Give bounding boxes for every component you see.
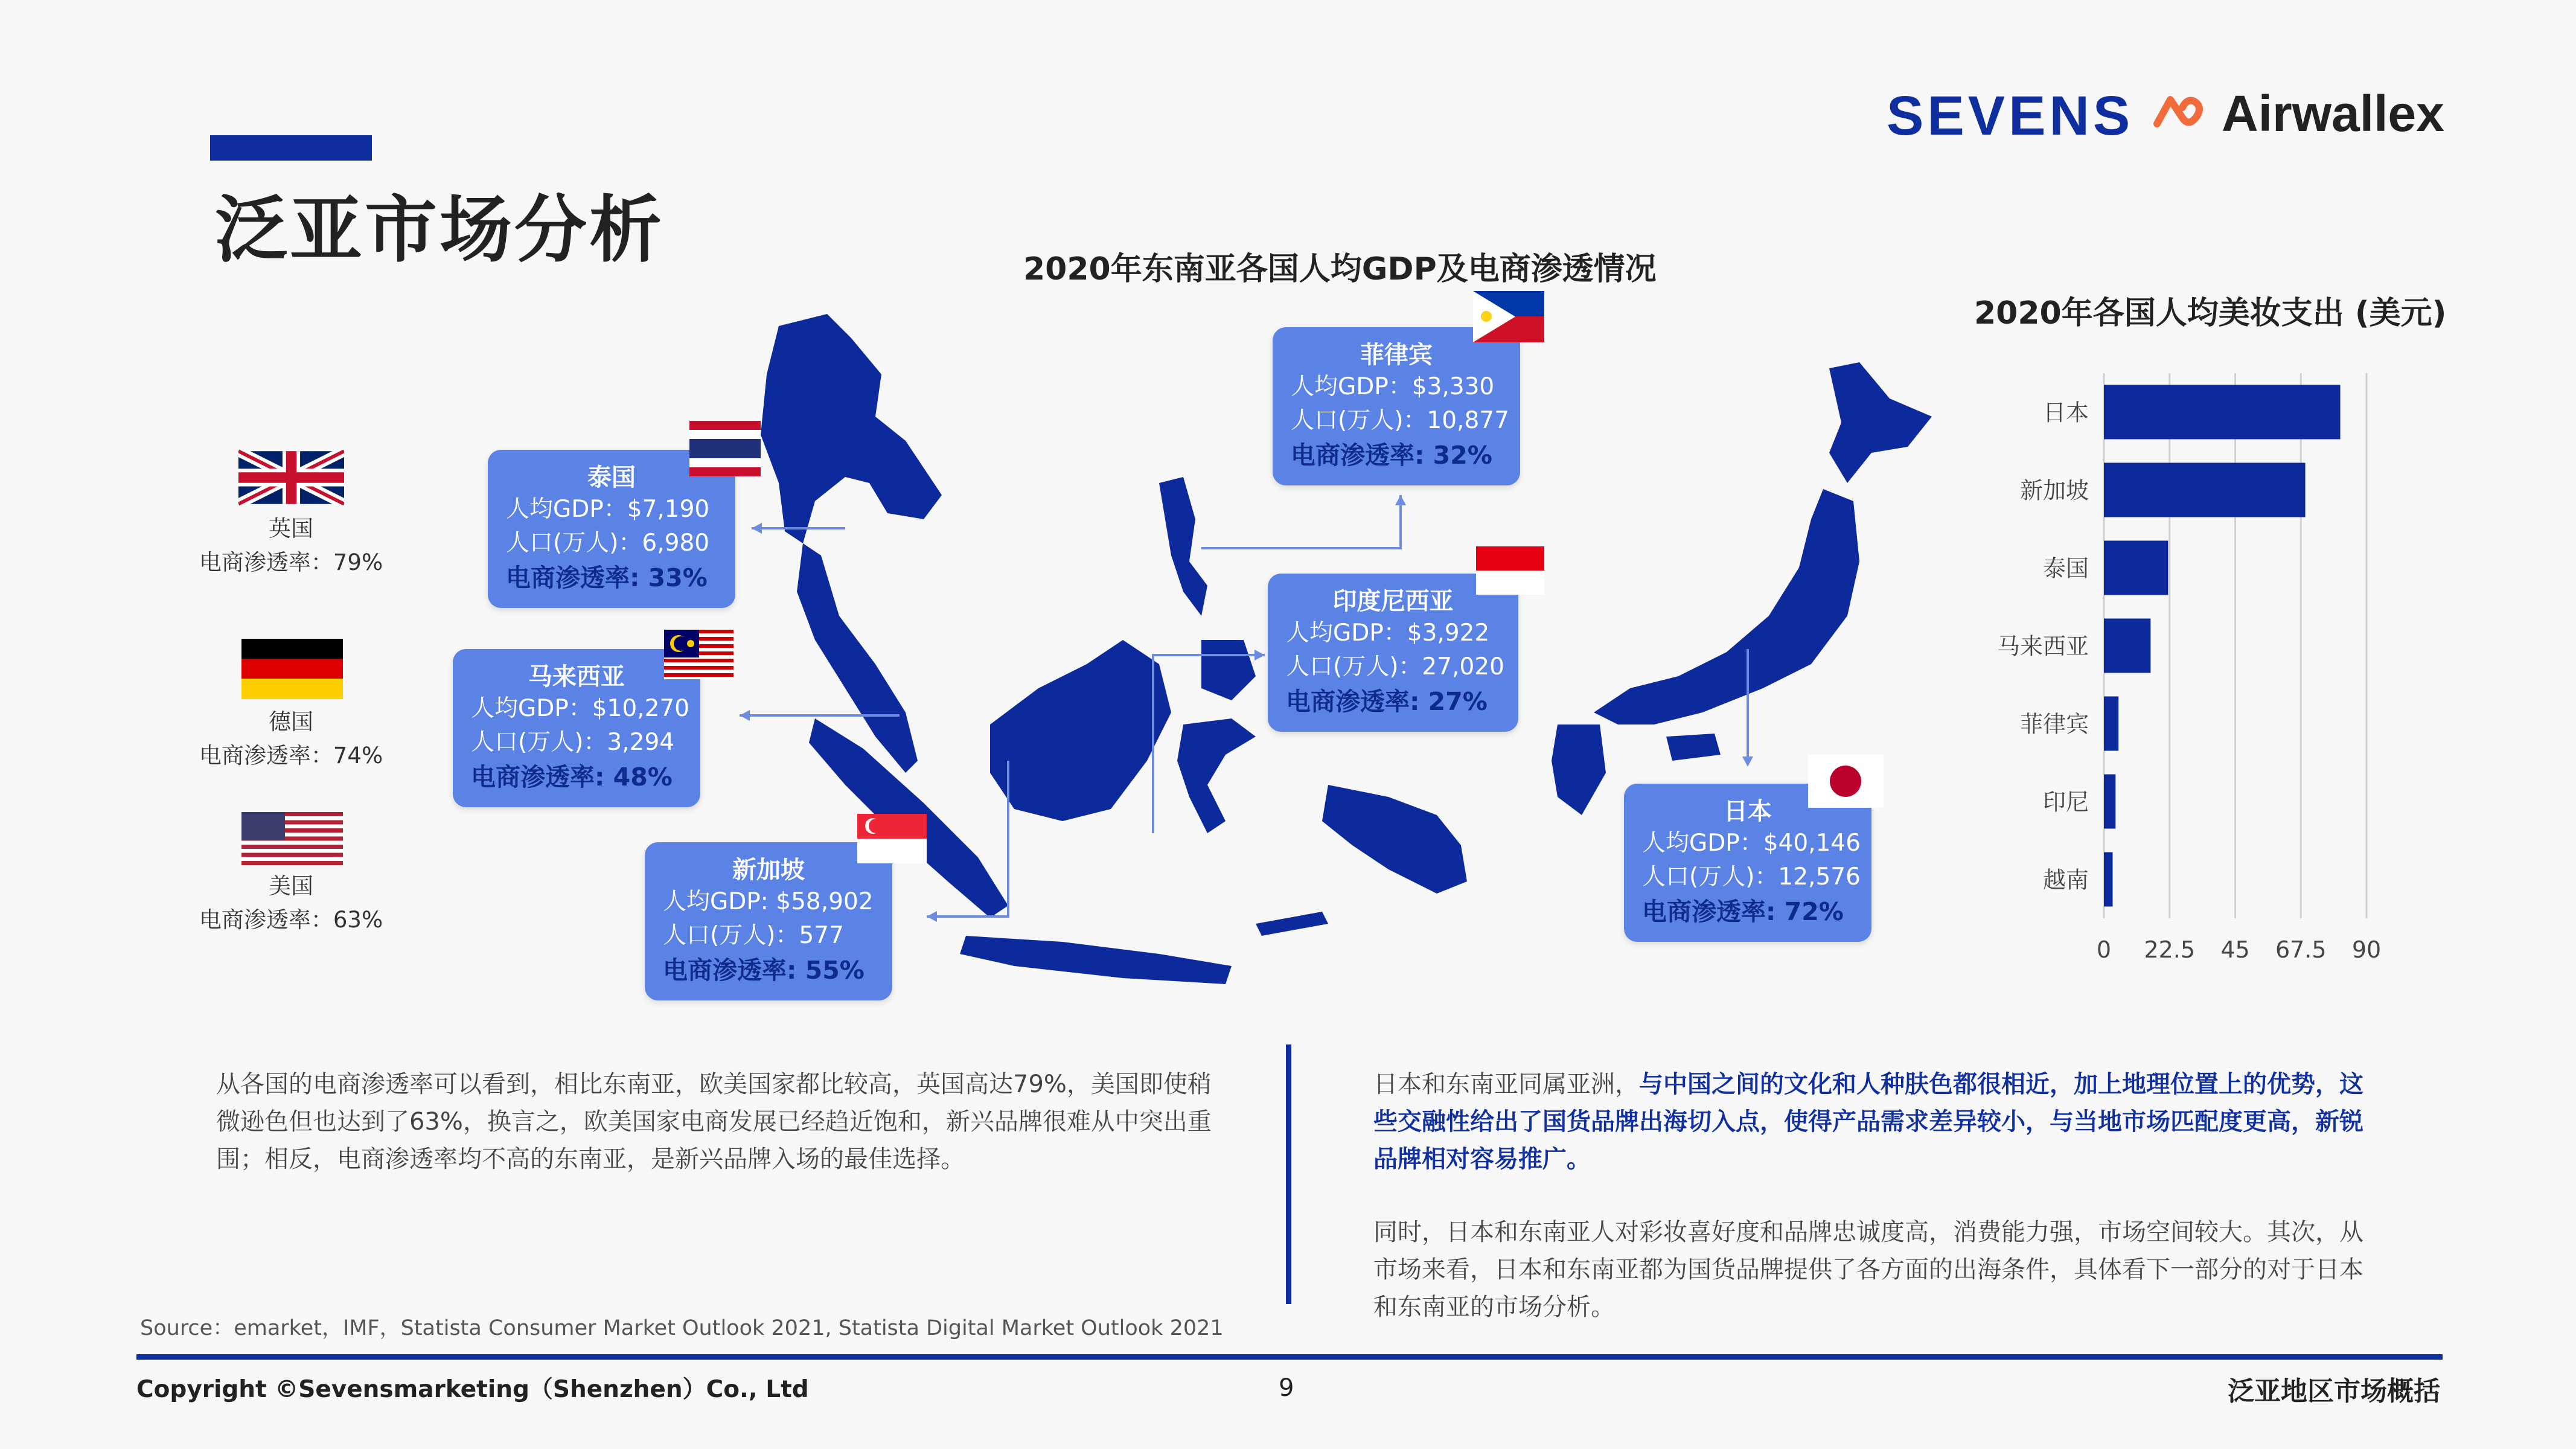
bar: [2104, 775, 2115, 829]
right-paragraph-1-highlight: 与中国之间的文化和人种肤色都很相近，加上地理位置上的优势，这些交融性给出了国货品牌出海切入点，使得产品需求差异较小，与当地市场匹配度更高，新锐品牌相对容易推广。: [1373, 1070, 2363, 1173]
country-name: 美国: [269, 873, 313, 899]
philippines-flag-icon: [1473, 291, 1544, 342]
thailand-flag-icon: [689, 421, 761, 476]
info-box-malaysia: [453, 649, 700, 807]
population-value: 人口(万人)：10,877: [1291, 407, 1509, 434]
uk-flag-icon: [238, 450, 344, 505]
chart-title: 2020年各国人均美妆支出 (美元): [1974, 295, 2447, 331]
western-country-uk: [182, 512, 400, 580]
ecommerce-rate: 电商渗透率：63%: [199, 907, 383, 933]
population-value: 人口(万人)：6,980: [506, 529, 710, 557]
x-tick-label: 22.5: [2144, 936, 2196, 963]
category-label: 印尼: [2042, 788, 2089, 816]
population-value: 人口(万人)：27,020: [1286, 653, 1504, 680]
germany-flag-icon: [241, 639, 343, 699]
x-tick-label: 90: [2351, 936, 2382, 963]
info-box-singapore: [645, 842, 892, 1000]
page-title: 泛亚市场分析: [215, 188, 664, 272]
x-tick-label: 0: [2096, 936, 2112, 963]
population-value: 人口(万人)：12,576: [1642, 863, 1861, 891]
right-paragraph-1: [1373, 1066, 2376, 1178]
bar: [2104, 619, 2150, 673]
gdp-value: 人均GDP: $58,902: [663, 888, 874, 915]
bar: [2104, 541, 2168, 595]
page-number: 9: [1279, 1374, 1294, 1402]
country-name: 印度尼西亚: [1332, 587, 1454, 615]
category-label: 新加坡: [2019, 477, 2089, 504]
x-tick-label: 45: [2220, 936, 2250, 963]
gdp-value: 人均GDP：$7,190: [506, 496, 710, 523]
ecommerce-rate: 电商渗透率: 55%: [663, 956, 865, 985]
japan-flag-icon: [1808, 755, 1884, 808]
bar: [2104, 697, 2118, 751]
beauty-spend-bar-chart: [1956, 356, 2451, 966]
bar: [2104, 852, 2113, 907]
ecommerce-rate: 电商渗透率: 72%: [1642, 897, 1844, 926]
gdp-value: 人均GDP：$40,146: [1642, 830, 1861, 857]
country-name: 英国: [269, 516, 313, 542]
indonesia-flag-icon: [1476, 546, 1544, 595]
western-country-usa: [182, 869, 400, 937]
x-tick-label: 67.5: [2275, 936, 2327, 963]
left-paragraph: 从各国的电商渗透率可以看到，相比东南亚，欧美国家都比较高，英国高达79%，美国即使稍微逊色但也达到了63%，换言之，欧美国家电商发展已经趋近饱和，新兴品牌很难从中突出重围；相反，电商渗透率均不高的东南亚，是新兴品牌入场的最佳选择。: [216, 1070, 1212, 1173]
info-box-philippines: [1273, 327, 1520, 485]
ecommerce-rate: 电商渗透率: 32%: [1291, 441, 1492, 470]
country-name: 德国: [269, 709, 313, 735]
ecommerce-rate: 电商渗透率: 27%: [1286, 687, 1488, 716]
ecommerce-rate: 电商渗透率: 48%: [471, 763, 673, 792]
airwallex-logo: Airwallex: [2222, 85, 2444, 142]
category-label: 马来西亚: [1996, 633, 2089, 660]
usa-flag-icon: [241, 812, 343, 865]
population-value: 人口(万人)：3,294: [471, 729, 675, 756]
info-box-indonesia: [1268, 574, 1518, 732]
country-name: 菲律宾: [1360, 341, 1433, 369]
sevens-logo: SEVENS: [1887, 85, 2134, 147]
ecommerce-rate: 电商渗透率：74%: [199, 743, 383, 769]
right-paragraph-1-lead: 日本和东南亚同属亚洲，: [1373, 1070, 1639, 1098]
malaysia-flag-icon: [664, 630, 733, 679]
population-value: 人口(万人)：577: [663, 922, 844, 949]
country-name: 泰国: [587, 464, 636, 491]
copyright: Copyright ©Sevensmarketing（Shenzhen）Co., Ltd: [136, 1376, 809, 1403]
ecommerce-rate: 电商渗透率：79%: [199, 549, 383, 575]
country-name: 新加坡: [732, 856, 805, 884]
right-paragraph-2: 同时，日本和东南亚人对彩妆喜好度和品牌忠诚度高，消费能力强，市场空间较大。其次，从市场来看，日本和东南亚都为国货品牌提供了各方面的出海条件，具体看下一部分的对于日本和东南亚的市场分析。: [1373, 1218, 2363, 1321]
category-label: 日本: [2042, 399, 2089, 426]
western-country-germany: [182, 705, 400, 773]
map-title: 2020年东南亚各国人均GDP及电商渗透情况: [1023, 251, 1657, 287]
country-name: 马来西亚: [528, 663, 625, 691]
category-label: 越南: [2042, 866, 2089, 894]
bar: [2104, 463, 2306, 517]
ecommerce-rate: 电商渗透率: 33%: [506, 563, 708, 592]
gdp-value: 人均GDP：$3,330: [1291, 373, 1495, 400]
category-label: 菲律宾: [2019, 711, 2089, 738]
footer-divider: [136, 1354, 2443, 1360]
gdp-value: 人均GDP：$3,922: [1286, 619, 1490, 647]
singapore-flag-icon: [857, 814, 927, 863]
bar: [2104, 385, 2341, 440]
category-label: 泰国: [2042, 555, 2089, 582]
gdp-value: 人均GDP：$10,270: [471, 695, 690, 722]
country-name: 日本: [1724, 798, 1772, 825]
vertical-divider: [1286, 1044, 1291, 1304]
source-note: Source：emarket，IMF，Statista Consumer Market Outlook 2021, Statista Digital Market Outlook 2021: [140, 1316, 1224, 1340]
section-name: 泛亚地区市场概括: [2228, 1376, 2440, 1407]
